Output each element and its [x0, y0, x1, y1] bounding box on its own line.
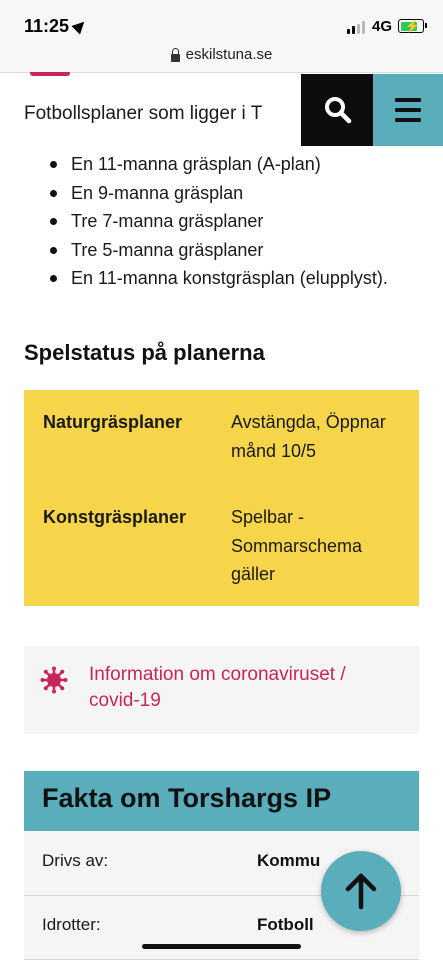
hamburger-menu-icon [395, 98, 421, 102]
fact-value: Fotboll [257, 915, 314, 934]
status-value: Spelbar - Sommarschema gäller [231, 507, 363, 584]
list-item: Tre 7-manna gräsplaner [24, 207, 388, 236]
list-item: En 11-manna gräsplan (A-plan) [24, 150, 388, 179]
home-indicator[interactable] [142, 944, 301, 949]
list-item: En 11-manna konstgräsplan (elupplyst). [24, 264, 388, 293]
virus-icon [40, 666, 68, 694]
status-value: Avstängda, Öppnar månd 10/5 [231, 412, 386, 461]
arrow-up-icon [343, 871, 379, 911]
intro-text: Fotbollsplaner som ligger i T [24, 103, 263, 124]
field-list [24, 150, 388, 293]
search-button[interactable] [301, 74, 373, 146]
corona-info-link[interactable]: Information om coronaviruset / covid-19 [89, 664, 346, 711]
url-bar[interactable] [0, 44, 443, 73]
search-icon [324, 96, 352, 124]
fact-key: Idrotter: [42, 915, 101, 934]
fact-key: Drivs av: [42, 851, 109, 870]
list-item: En 9-manna gräsplan [24, 179, 388, 208]
back-to-top-button[interactable] [321, 851, 401, 931]
cellular-signal-icon [347, 21, 367, 34]
corona-info-box[interactable] [24, 646, 419, 734]
status-label: Naturgräsplaner [43, 412, 183, 432]
list-item: Tre 5-manna gräsplaner [24, 236, 388, 265]
play-status-box [24, 390, 419, 606]
play-status-heading: Spelstatus på planerna [24, 340, 265, 365]
url-text: eskilstuna.se [185, 46, 273, 63]
logo-remnant [30, 72, 70, 76]
facts-header [24, 771, 419, 831]
status-label: Konstgräsplaner [43, 507, 187, 527]
location-arrow-icon [72, 18, 89, 35]
lock-icon [171, 54, 180, 62]
menu-button[interactable] [373, 74, 443, 146]
facts-title: Fakta om Torshargs IP [42, 783, 332, 813]
fact-value: Kommu [257, 851, 321, 870]
network-type: 4G [372, 18, 393, 35]
battery-charging-icon: ⚡ [398, 19, 424, 33]
status-bar [0, 0, 443, 44]
status-time: 11:25 [24, 16, 70, 36]
